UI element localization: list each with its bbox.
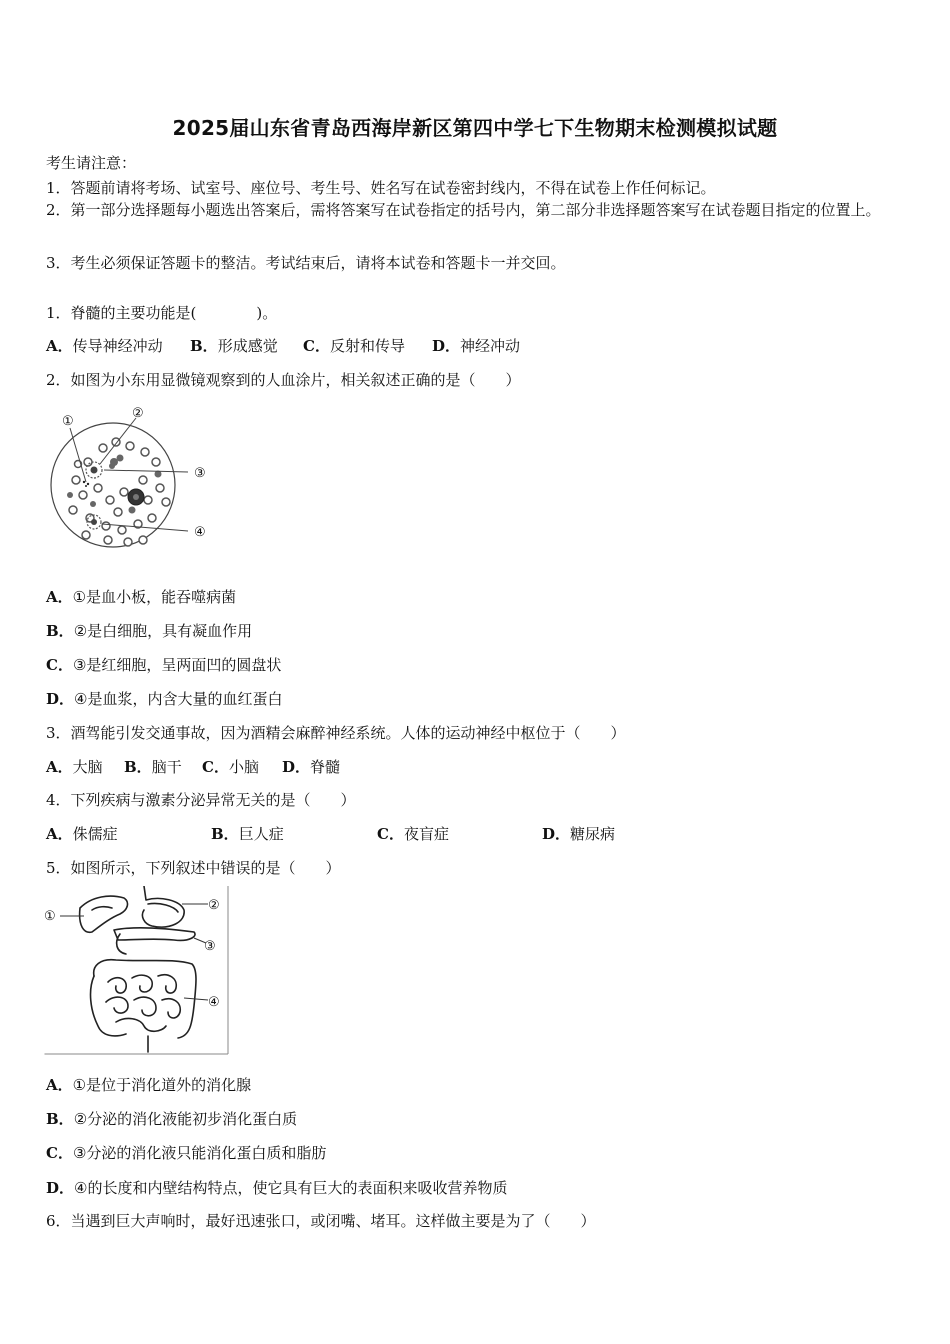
option-text: ①是血小板，能吞噬病菌 [72,588,237,606]
question-stem: 6．当遇到巨大声响时，最好迅速张口，或闭嘴、堵耳。这样做主要是为了（ ） [46,1212,596,1230]
option-text: ①是位于消化道外的消化腺 [72,1076,252,1094]
option-d [46,688,282,709]
notice-item: 3．考生必须保证答题卡的整洁。考试结束后，请将本试卷和答题卡一并交回。 [46,254,566,272]
notice-item: 1．答题前请将考场、试室号、座位号、考生号、姓名写在试卷密封线内，不得在试卷上作任何标记。 [46,179,716,197]
option-a [46,335,163,356]
option-text: 夜盲症 [403,825,449,843]
option-c [377,823,449,844]
option-text: 神经冲动 [460,337,521,355]
option-letter: A． [46,758,73,776]
question-stem: 3．酒驾能引发交通事故，因为酒精会麻醉神经系统。人体的运动神经中枢位于（ ） [46,724,626,742]
option-text: 大脑 [72,758,103,776]
option-c [46,1142,326,1163]
option-text: 传导神经冲动 [72,337,163,355]
option-text: 脊髓 [310,758,341,776]
question-stem: 4．下列疾病与激素分泌异常无关的是（ ） [46,791,356,809]
option-letter: D． [432,337,461,355]
figure-label-1: ① [62,414,74,429]
option-b [46,620,252,641]
figure-label-4: ④ [194,525,206,540]
option-b [190,335,278,356]
option-letter: B． [46,1110,74,1128]
option-letter: D． [542,825,571,843]
option-letter: C． [303,337,330,355]
option-c [202,756,259,777]
option-letter: A． [46,1076,73,1094]
blood-smear-figure [48,400,218,565]
option-letter: C． [46,656,73,674]
figure-label-2: ② [208,898,220,913]
notice-heading: 考生请注意： [46,154,137,172]
option-d [46,1177,507,1198]
question-stem: 1．脊髓的主要功能是( )。 [46,304,278,322]
figure-label-3: ③ [194,466,206,481]
option-letter: C． [377,825,404,843]
option-a [46,823,118,844]
option-letter: D． [46,1179,75,1197]
option-text: ③分泌的消化液只能消化蛋白质和脂肪 [72,1144,327,1162]
option-letter: B． [46,622,74,640]
notice-item: 2．第一部分选择题每小题选出答案后，需将答案写在试卷指定的括号内，第二部分非选择题答案写在试卷题目指定的位置上。 [46,201,881,219]
option-letter: B． [124,758,152,776]
figure-label-1: ① [44,909,56,924]
option-letter: A． [46,825,73,843]
option-letter: C． [202,758,229,776]
option-d [282,756,340,777]
option-c [303,335,405,356]
option-letter: C． [46,1144,73,1162]
option-text: 脑干 [151,758,182,776]
option-b [46,1108,297,1129]
option-b [211,823,284,844]
figure-label-4: ④ [208,995,220,1010]
option-text: 糖尿病 [570,825,616,843]
option-text: 侏儒症 [72,825,118,843]
option-letter: A． [46,588,73,606]
option-d [542,823,615,844]
option-text: ④是血浆，内含大量的血红蛋白 [74,690,283,708]
question-stem: 5．如图所示，下列叙述中错误的是（ ） [46,859,341,877]
option-text: ②是白细胞，具有凝血作用 [73,622,253,640]
option-text: ③是红细胞，呈两面凹的圆盘状 [72,656,282,674]
figure-label-2: ② [132,406,144,421]
option-text: 巨人症 [238,825,284,843]
option-text: ②分泌的消化液能初步消化蛋白质 [73,1110,298,1128]
option-letter: D． [46,690,75,708]
option-text: ④的长度和内壁结构特点，使它具有巨大的表面积来吸收营养物质 [74,1179,508,1197]
option-text: 反射和传导 [329,337,405,355]
option-letter: B． [190,337,218,355]
option-c [46,654,281,675]
option-letter: D． [282,758,311,776]
question-stem: 2．如图为小东用显微镜观察到的人血涂片，相关叙述正确的是（ ） [46,371,521,389]
option-a [46,586,236,607]
option-letter: B． [211,825,239,843]
option-text: 形成感觉 [217,337,278,355]
option-letter: A． [46,337,73,355]
figure-label-3: ③ [204,939,216,954]
option-a [46,1074,251,1095]
option-a [46,756,103,777]
option-text: 小脑 [228,758,259,776]
option-b [124,756,182,777]
page-title: 2025届山东省青岛西海岸新区第四中学七下生物期末检测模拟试题 [172,116,778,140]
option-d [432,335,520,356]
digestive-system-figure [44,886,230,1056]
